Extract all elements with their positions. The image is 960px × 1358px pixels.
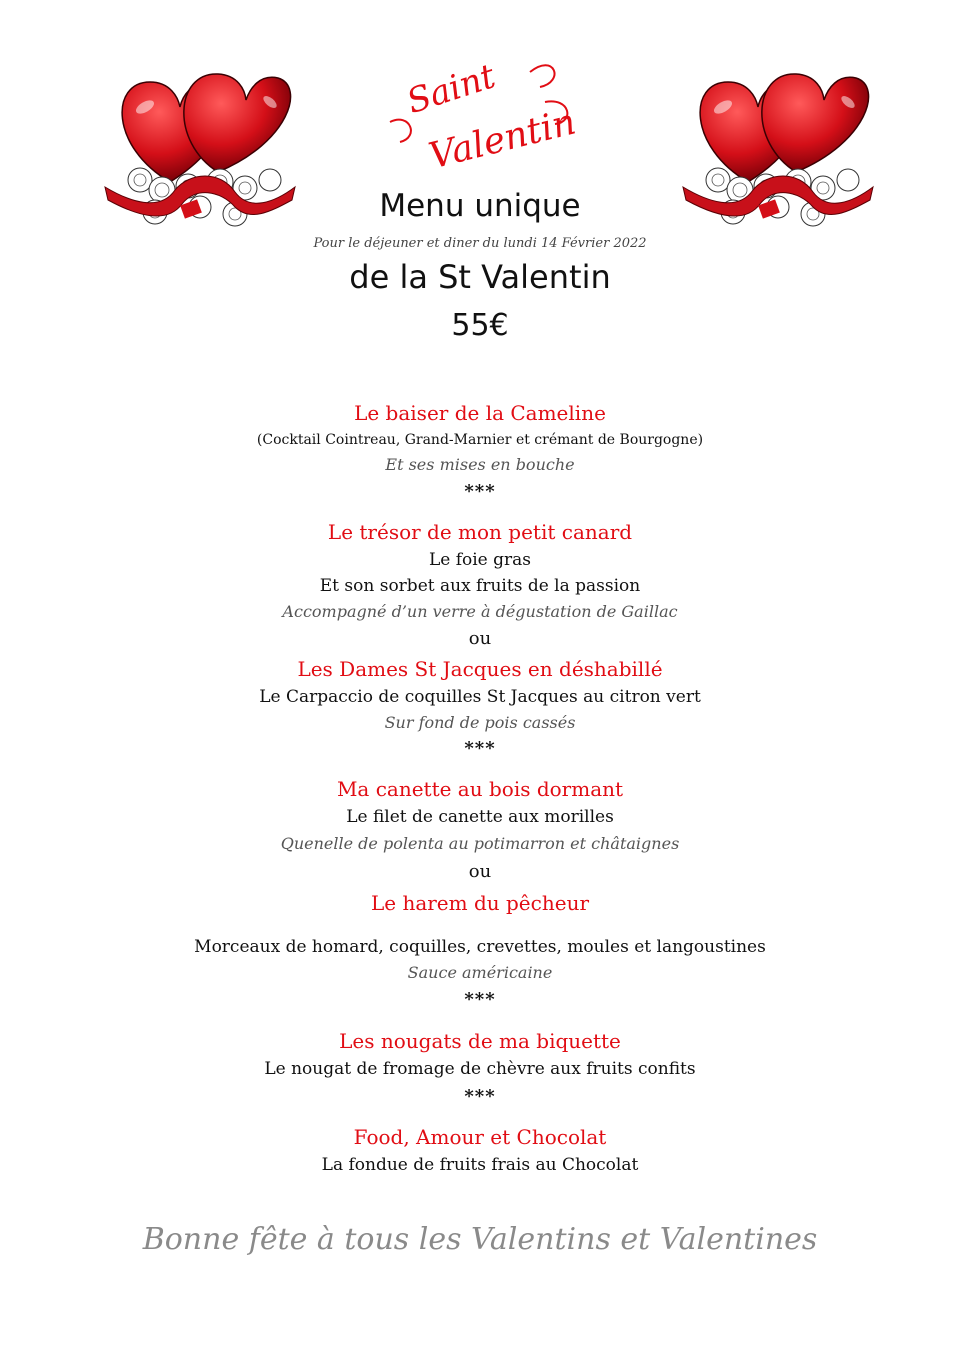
dish-line: Le foie gras bbox=[428, 550, 532, 570]
dish-side: Accompagné d’un verre à dégustation de Gaillac bbox=[282, 602, 678, 621]
separator: *** bbox=[464, 989, 496, 1010]
dish-side: Sur fond de pois cassés bbox=[384, 713, 576, 732]
dish-line: Le nougat de fromage de chèvre aux fruits confits bbox=[264, 1059, 696, 1079]
dish-line: Le Carpaccio de coquilles St Jacques au citron vert bbox=[259, 687, 701, 707]
menu-title-2: de la St Valentin bbox=[349, 258, 611, 296]
menu-title: Menu unique bbox=[379, 188, 581, 224]
dish-name: Ma canette au bois dormant bbox=[336, 777, 624, 801]
dish-line: La fondue de fruits frais au Chocolat bbox=[321, 1155, 639, 1175]
dish-name: Les Dames St Jacques en déshabillé bbox=[297, 657, 663, 681]
dish-name: Le trésor de mon petit canard bbox=[327, 520, 633, 544]
separator: *** bbox=[464, 481, 496, 502]
dish-name: Food, Amour et Chocolat bbox=[353, 1125, 607, 1149]
menu-subtitle: Pour le déjeuner et diner du lundi 14 Février 2022 bbox=[313, 236, 647, 251]
saint-valentin-logo bbox=[380, 42, 580, 182]
dish-side: Et ses mises en bouche bbox=[385, 455, 575, 474]
logo-line1: Saint bbox=[402, 56, 501, 123]
dish-line: Et son sorbet aux fruits de la passion bbox=[319, 576, 641, 596]
dish-side: Quenelle de polenta au potimarron et châtaignes bbox=[280, 834, 680, 853]
dish-name: Les nougats de ma biquette bbox=[339, 1029, 621, 1053]
dish-name: Le harem du pêcheur bbox=[370, 891, 590, 915]
logo-line2: Valentin bbox=[425, 101, 580, 178]
dish-name: Le baiser de la Cameline bbox=[354, 401, 606, 425]
separator: *** bbox=[464, 1086, 496, 1107]
dish-line: Le filet de canette aux morilles bbox=[346, 807, 614, 827]
dish-line: Morceaux de homard, coquilles, crevettes, moules et langoustines bbox=[194, 937, 766, 957]
dish-detail: (Cocktail Cointreau, Grand-Marnier et crémant de Bourgogne) bbox=[256, 432, 704, 448]
footer-greeting: Bonne fête à tous les Valentins et Valentines bbox=[142, 1222, 818, 1257]
or-label: ou bbox=[468, 628, 492, 649]
or-label: ou bbox=[468, 861, 492, 882]
dish-side: Sauce américaine bbox=[407, 963, 553, 982]
separator: *** bbox=[464, 738, 496, 759]
menu-price: 55€ bbox=[451, 308, 509, 343]
